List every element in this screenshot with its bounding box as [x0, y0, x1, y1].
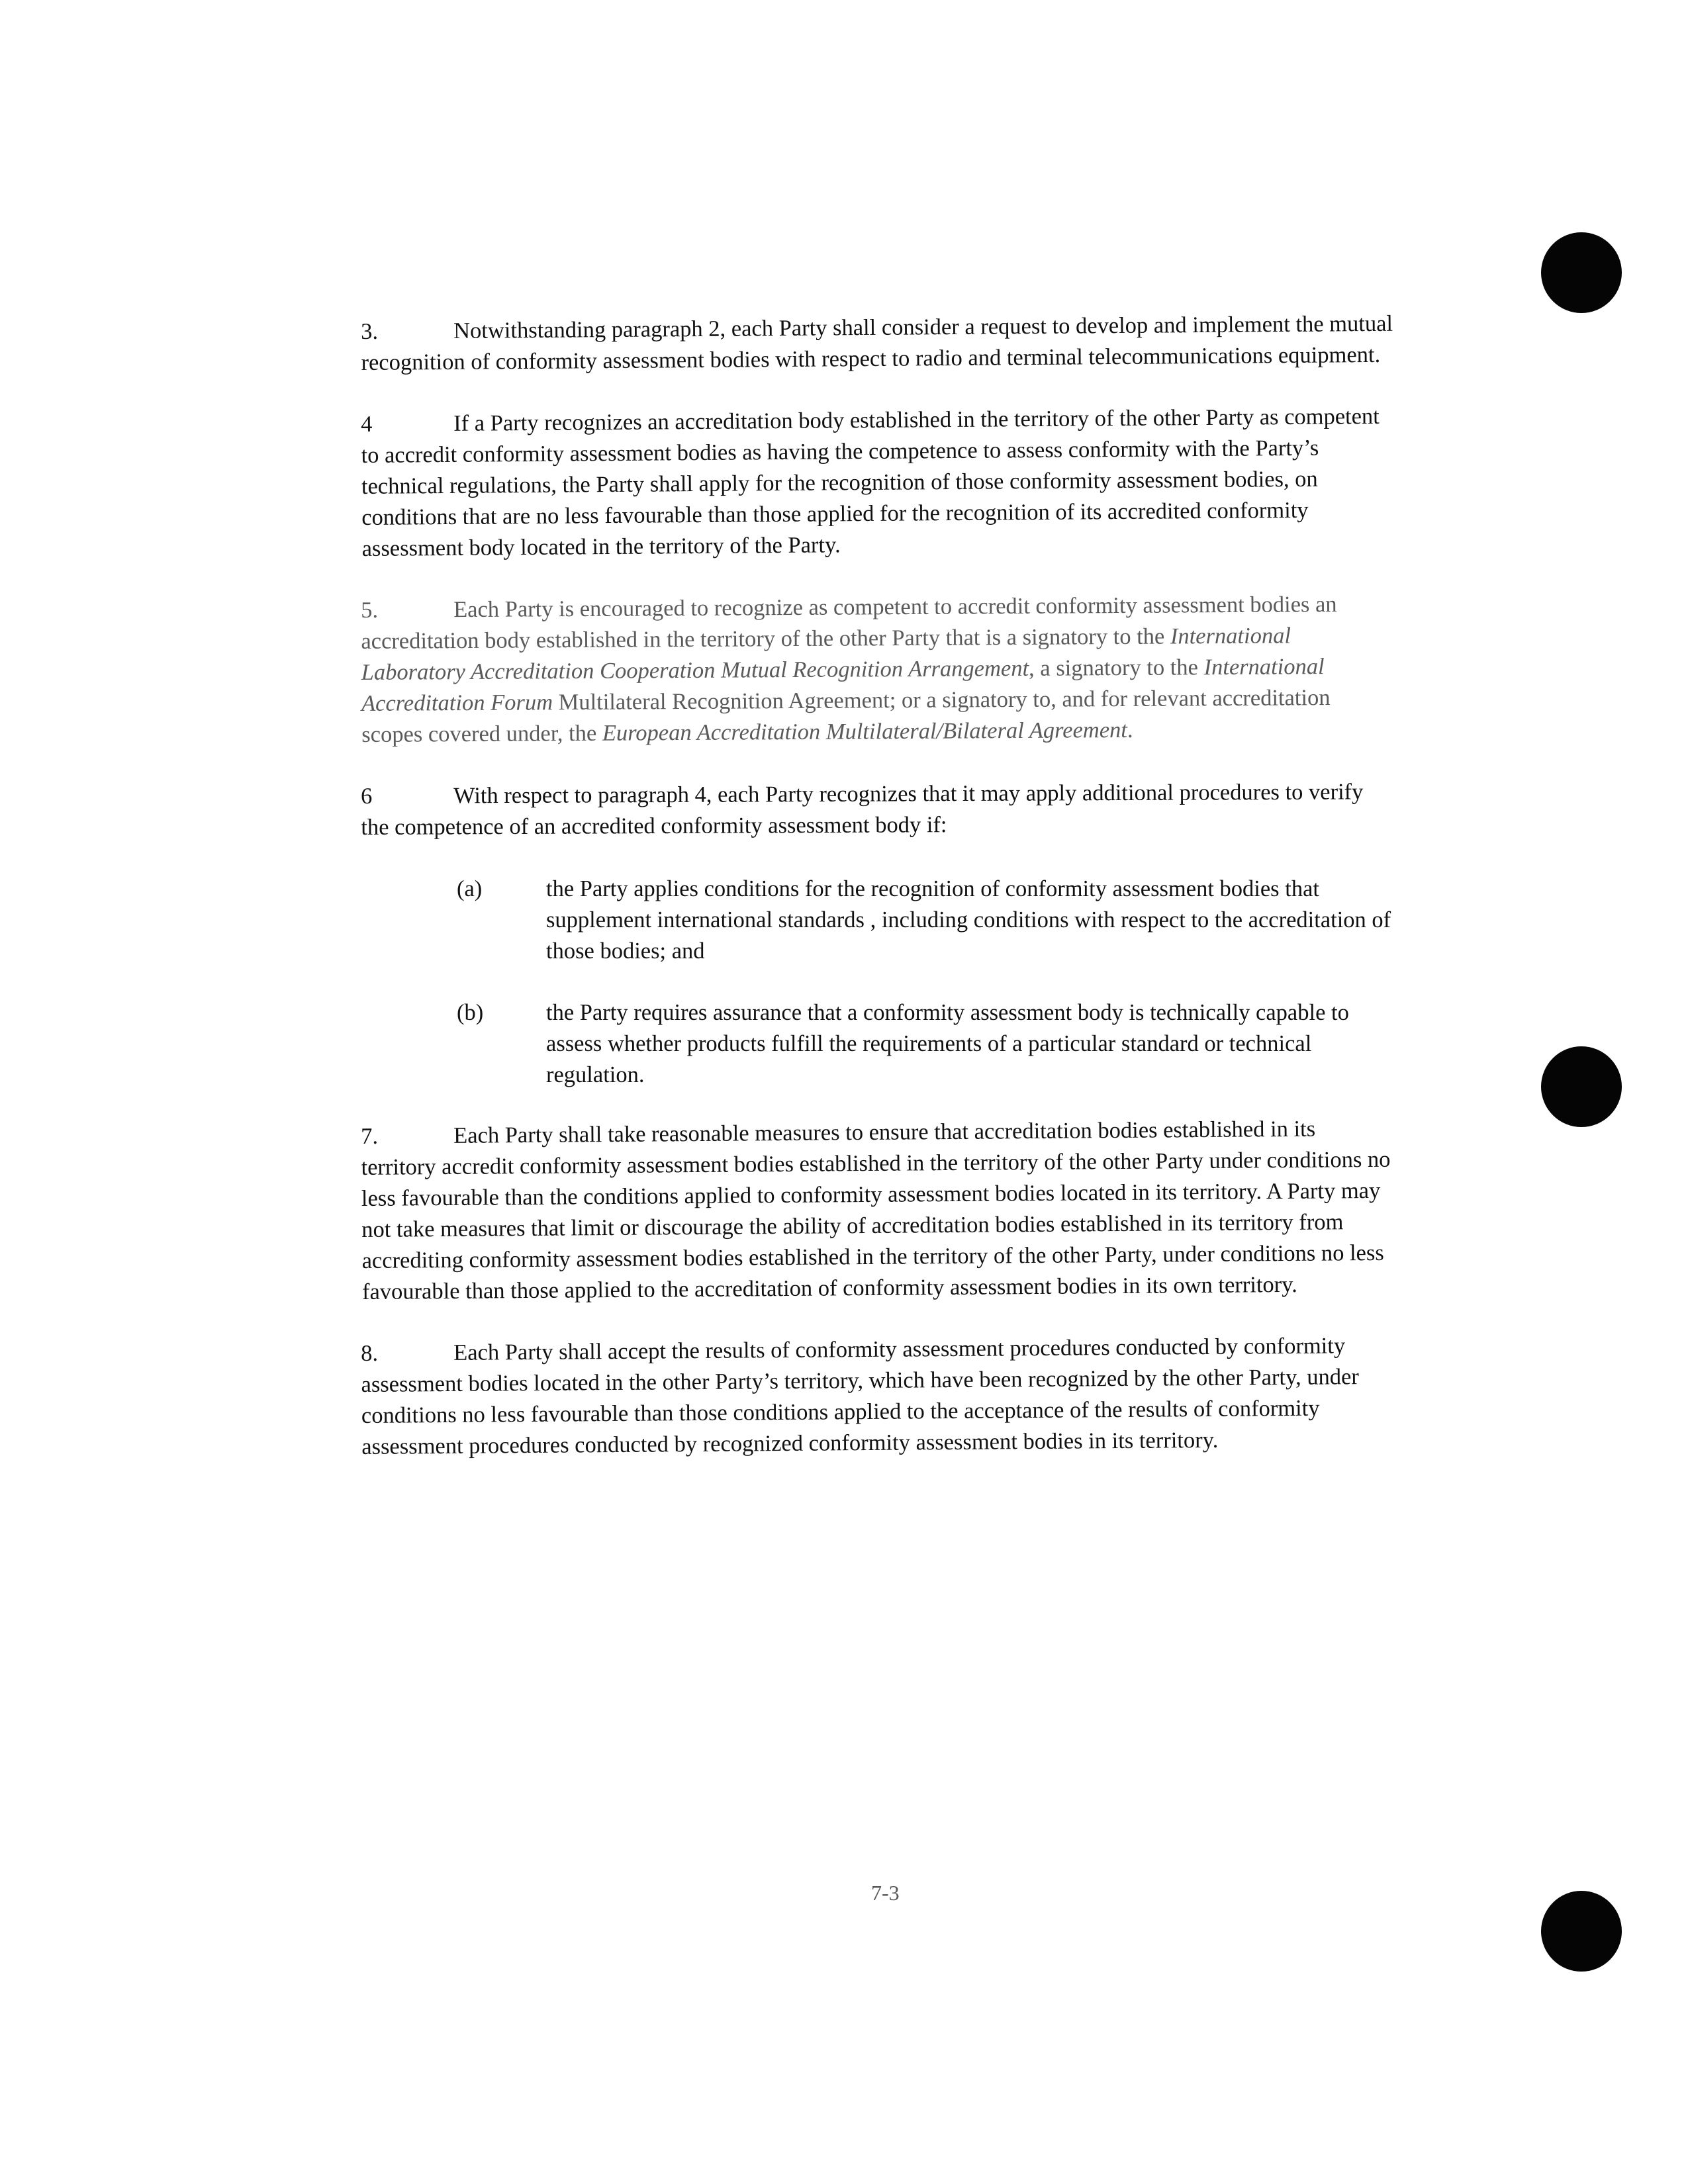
paragraph-3	[361, 308, 1394, 379]
document-body	[361, 310, 1393, 1493]
paragraph-text: Notwithstanding paragraph 2, each Party shall consider a request to develop and implement the mutual recognition of conformity assessment bodies with respect to radio and terminal telecommunications equipment.	[361, 310, 1393, 375]
paragraph-text-part-2: , a signatory to the	[1028, 655, 1204, 681]
paragraph-number: 5.	[361, 597, 379, 623]
iaf-title: International Accreditation Forum	[361, 654, 1325, 716]
paragraph-number: 6	[361, 783, 373, 809]
paragraph-text: With respect to paragraph 4, each Party recognizes that it may apply additional procedures to verify the competence of an accredited conformity assessment body if:	[361, 779, 1364, 840]
paragraph-5	[361, 588, 1394, 751]
paragraph-number: 8.	[361, 1340, 379, 1366]
paragraph-4	[361, 401, 1395, 565]
paragraph-text: If a Party recognizes an accreditation body established in the territory of the other Party as competent to accredit conformity assessment bodies as having the competence to assess conformity with the Party’s technical regulations, the Party shall apply for the recognition of those conformity assessment bodies, on conditions that are no less favourable than those applied for the recognition of its accredited conformity assessment body located in the territory of the Party.	[361, 403, 1380, 561]
paragraph-number: 3.	[361, 318, 379, 344]
paragraph-text-part-1: Each Party is encouraged to recognize as competent to accredit conformity assessment bodies an accreditation body established in the territory of the other Party that is a signatory to the	[361, 591, 1337, 654]
ea-mla-title: European Accreditation Multilateral/Bilateral Agreement	[602, 717, 1128, 746]
ilac-mra-title: International Laboratory Accreditation Cooperation Mutual Recognition Arrangement	[361, 623, 1291, 685]
paragraph-text: Each Party shall accept the results of conformity assessment procedures conducted by conformity assessment bodies located in the other Party’s territory, which have been recognized by the other Party, under conditions no less favourable than those conditions applied to the acceptance of the results of conformity assessment procedures conducted by recognized conformity assessment bodies in its territory.	[361, 1333, 1359, 1459]
paragraph-number: 4	[361, 411, 373, 437]
subparagraph-text: the Party requires assurance that a conformity assessment body is technically capable to assess whether products fulfill the requirements of a particular standard or technical regulation.	[546, 1000, 1349, 1087]
paragraph-6	[361, 776, 1393, 843]
paragraph-7	[361, 1113, 1395, 1308]
paragraph-text: Each Party shall take reasonable measures to ensure that accreditation bodies established in its territory accredit conformity assessment bodies established in the territory of the other Party under conditions no less favourable than the conditions applied to conformity assessment bodies located in its territory. A Party may not take measures that limit or discourage the ability of accreditation bodies established in its territory from accrediting conformity assessment bodies established in the territory of the other Party, under conditions no less favourable than those applied to the accreditation of conformity assessment bodies in its own territory.	[361, 1116, 1391, 1304]
punch-hole-bottom	[1541, 1891, 1622, 1972]
subparagraph-label: (a)	[457, 876, 483, 901]
subparagraph-text: the Party applies conditions for the recognition of conformity assessment bodies that supplement international standards , including conditions with respect to the accreditation of those bodies; and	[546, 876, 1391, 964]
paragraph-number: 7.	[361, 1123, 379, 1149]
punch-hole-middle	[1541, 1046, 1622, 1127]
paragraph-text-part-4: .	[1127, 717, 1133, 743]
subparagraph-a	[361, 874, 1393, 967]
paragraph-text-part-3: Multilateral Recognition Agreement; or a signatory to, and for relevant accreditation scopes covered under, the	[361, 685, 1331, 747]
page-number: 7-3	[871, 1881, 900, 1905]
subparagraph-label: (b)	[457, 1000, 484, 1025]
punch-hole-top	[1541, 232, 1622, 313]
subparagraph-b	[361, 997, 1393, 1091]
paragraph-8	[361, 1330, 1394, 1463]
